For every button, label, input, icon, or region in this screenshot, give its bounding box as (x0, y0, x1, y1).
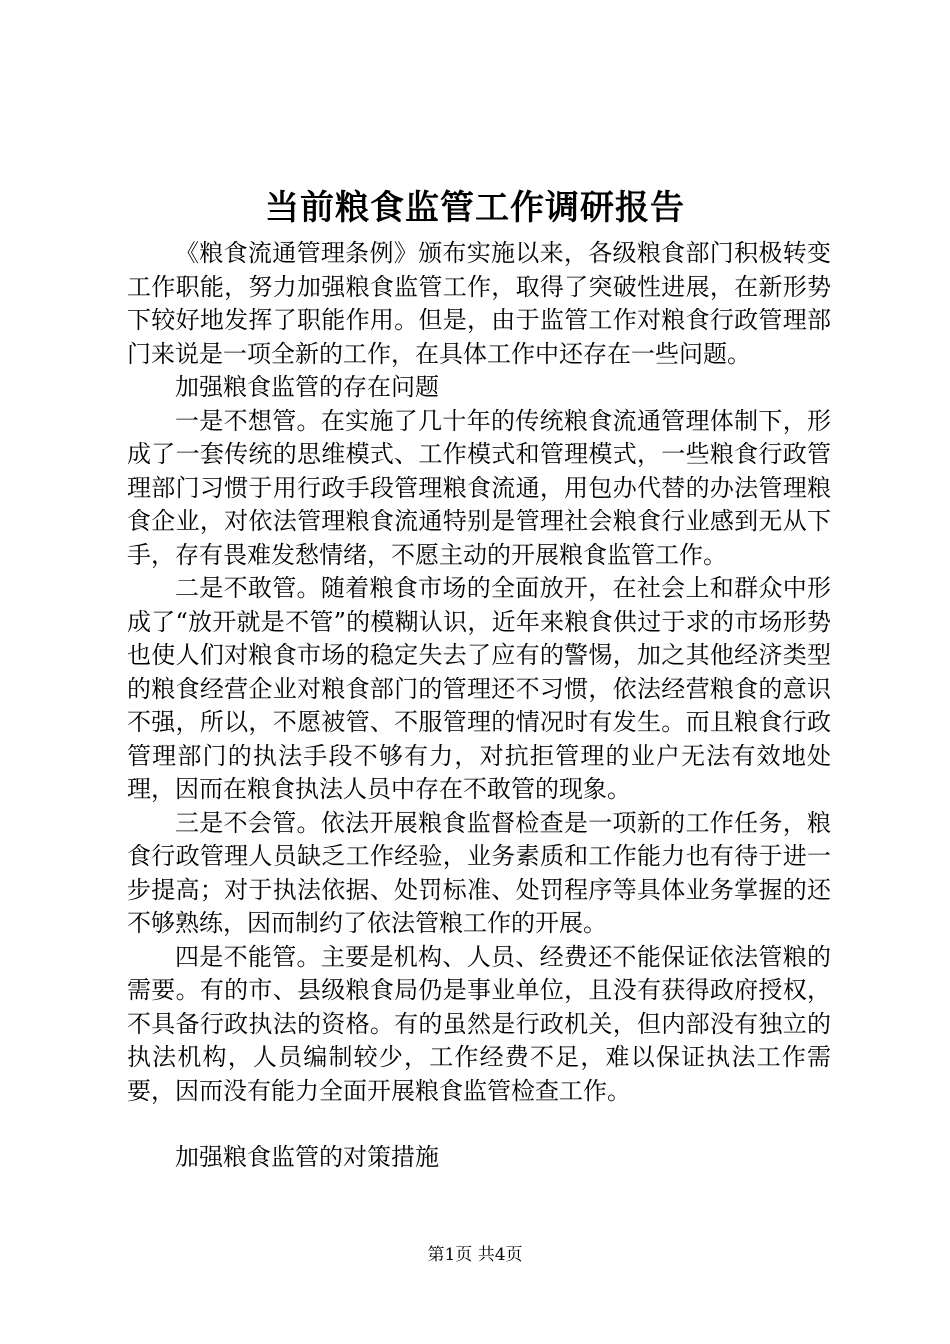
paragraph-problem-2: 二是不敢管。随着粮食市场的全面放开，在社会上和群众中形成了“放开就是不管”的模糊认识，近年来粮食供过于求的市场形势也使人们对粮食市场的稳定失去了应有的警惕，加之其他经济类型的粮食经营企业对粮食部门的管理还不习惯，依法经营粮食的意识不强，所以，不愿被管、不服管理的情况时有发生。而且粮食行政管理部门的执法手段不够有力，对抗拒管理的业户无法有效地处理，因而在粮食执法人员中存在不敢管的现象。 (127, 574, 831, 803)
paragraph-problem-4: 四是不能管。主要是机构、人员、经费还不能保证依法管粮的需要。有的市、县级粮食局仍是事业单位，且没有获得政府授权，不具备行政执法的资格。有的虽然是行政机关，但内部没有独立的执法机构，人员编制较少，工作经费不足，难以保证执法工作需要，因而没有能力全面开展粮食监管检查工作。 (127, 942, 831, 1105)
section-heading-problems: 加强粮食监管的存在问题 (175, 373, 439, 401)
page-footer: 第1页 共4页 (427, 1245, 523, 1265)
section-heading-measures: 加强粮食监管的对策措施 (175, 1143, 439, 1171)
document-body (127, 237, 831, 1175)
paragraph-intro: 《粮食流通管理条例》颁布实施以来，各级粮食部门积极转变工作职能，努力加强粮食监管工作，取得了突破性进展，在新形势下较好地发挥了职能作用。但是，由于监管工作对粮食行政管理部门来说是一项全新的工作，在具体工作中还存在一些问题。 (127, 239, 831, 368)
paragraph-problem-1: 一是不想管。在实施了几十年的传统粮食流通管理体制下，形成了一套传统的思维模式、工作模式和管理模式，一些粮食行政管理部门习惯于用行政手段管理粮食流通，用包办代替的办法管理粮食企业，对依法管理粮食流通特别是管理社会粮食行业感到无从下手，存有畏难发愁情绪，不愿主动的开展粮食监管工作。 (127, 406, 831, 569)
paragraph-problem-3: 三是不会管。依法开展粮食监督检查是一项新的工作任务，粮食行政管理人员缺乏工作经验，业务素质和工作能力也有待于进一步提高；对于执法依据、处罚标准、处罚程序等具体业务掌握的还不够熟练，因而制约了依法管粮工作的开展。 (127, 808, 831, 937)
document-title: 当前粮食监管工作调研报告 (265, 188, 685, 228)
